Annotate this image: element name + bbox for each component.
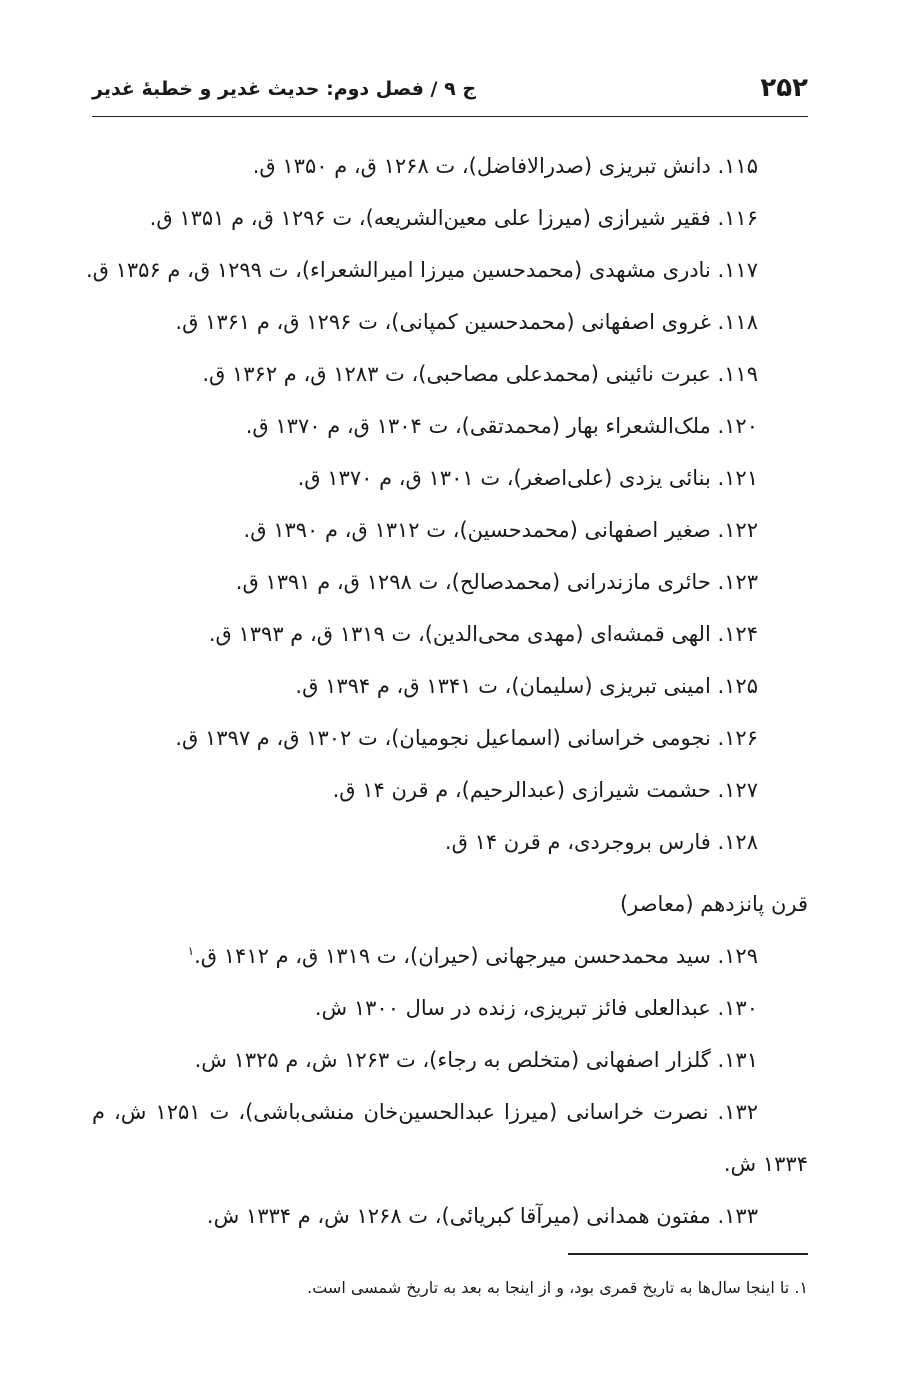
list-item: ۱۲۷. حشمت شیرازی (عبدالرحیم)، م قرن ۱۴ ق. — [332, 778, 758, 802]
list-item: ۱۲۸. فارس بروجردی، م قرن ۱۴ ق. — [444, 830, 758, 854]
main-text — [85, 140, 808, 1242]
list-item — [92, 930, 808, 982]
page-number: ۲۵۲ — [760, 73, 808, 103]
list-item: ۱۲۶. نجومی خراسانی (اسماعیل نجومیان)، ت ۱۳۰۲ ق، م ۱۳۹۷ ق. — [175, 726, 758, 750]
list-item-text: ۱۲۹. سید محمدحسن میرجهانی (حیران)، ت ۱۳۱۹ ق، م ۱۴۱۲ ق. — [194, 944, 758, 968]
list-item: ۱۲۰. ملک‌الشعراء بهار (محمدتقی)، ت ۱۳۰۴ ق، م ۱۳۷۰ ق. — [245, 414, 758, 438]
list-item: ۱۱۸. غروی اصفهانی (محمدحسین کمپانی)، ت ۱۲۹۶ ق، م ۱۳۶۱ ق. — [175, 310, 758, 334]
header-rule — [92, 116, 808, 117]
list-item: ۱۳۱. گلزار اصفهانی (متخلص به رجاء)، ت ۱۲۶۳ ش، م ۱۳۲۵ ش. — [194, 1048, 758, 1072]
list-item: ۱۱۹. عبرت نائینی (محمدعلی مصاحبی)، ت ۱۲۸۳ ق، م ۱۳۶۲ ق. — [202, 362, 758, 386]
footnote-rule — [568, 1253, 808, 1255]
list-item: ۱۱۵. دانش تبریزی (صدرالافاضل)، ت ۱۲۶۸ ق، م ۱۳۵۰ ق. — [252, 154, 758, 178]
list-item: ۱۲۱. بنائی یزدی (علی‌اصغر)، ت ۱۳۰۱ ق، م ۱۳۷۰ ق. — [297, 466, 758, 490]
footnote-marker: ۱ — [187, 944, 195, 958]
list-item: ۱۱۶. فقیر شیرازی (میرزا علی معین‌الشریعه)، ت ۱۲۹۶ ق، م ۱۳۵۱ ق. — [149, 206, 758, 230]
section-heading: قرن پانزدهم (معاصر) — [619, 892, 808, 916]
list-item: ۱۲۴. الهی قمشه‌ای (مهدی محی‌الدین)، ت ۱۳۱۹ ق، م ۱۳۹۳ ق. — [208, 622, 758, 646]
list-item: ۱۳۰. عبدالعلی فائز تبریزی، زنده در سال ۱۳۰۰ ش. — [314, 996, 758, 1020]
list-item: ۱۲۲. صغیر اصفهانی (محمدحسین)، ت ۱۳۱۲ ق، م ۱۳۹۰ ق. — [243, 518, 758, 542]
list-item: ۱۲۳. حائری مازندرانی (محمدصالح)، ت ۱۲۹۸ ق، م ۱۳۹۱ ق. — [235, 570, 758, 594]
footnote: ۱. تا اینجا سال‌ها به تاریخ قمری بود، و از اینجا به بعد به تاریخ شمسی است. — [307, 1278, 808, 1297]
list-item: ۱۳۲. نصرت خراسانی (میرزا عبدالحسین‌خان منشی‌باشی)، ت ۱۲۵۱ ش، م ۱۳۳۴ ش. — [92, 1100, 808, 1176]
list-item: ۱۱۷. نادری مشهدی (محمدحسین میرزا امیرالشعراء)، ت ۱۲۹۹ ق، م ۱۳۵۶ ق. — [85, 258, 758, 282]
list-item: ۱۳۳. مفتون همدانی (میرآقا کبریائی)، ت ۱۲۶۸ ش، م ۱۳۳۴ ش. — [206, 1204, 758, 1228]
list-item: ۱۲۵. امینی تبریزی (سلیمان)، ت ۱۳۴۱ ق، م ۱۳۹۴ ق. — [295, 674, 758, 698]
running-title: ج ۹ / فصل دوم: حدیث غدیر و خطبۀ غدیر — [92, 78, 477, 100]
page-header — [92, 70, 808, 106]
